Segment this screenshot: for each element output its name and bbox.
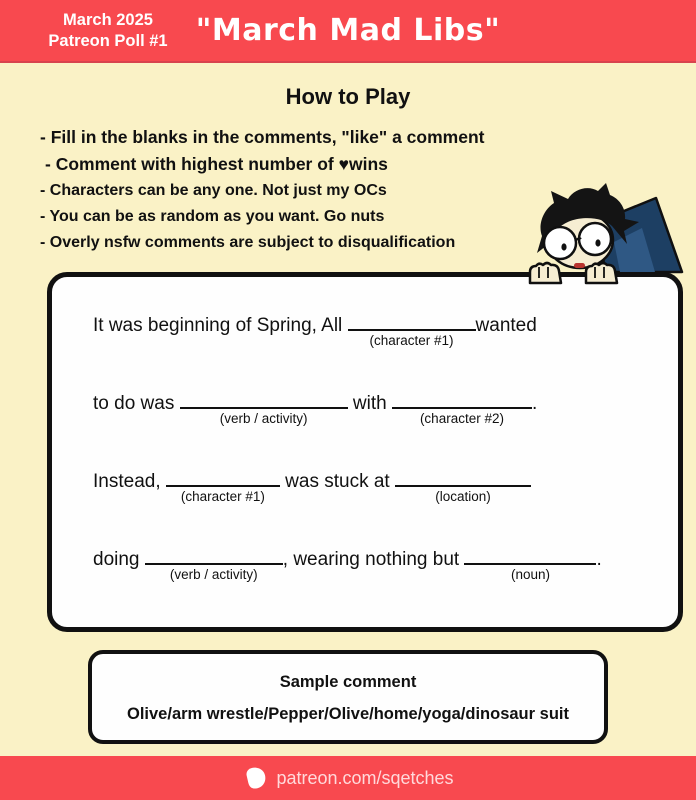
mascot-mouth	[574, 263, 585, 268]
rule-item-4: - You can be as random as you want. Go nuts	[40, 208, 385, 225]
madlib-text: with	[347, 393, 392, 414]
mascot-eye-right	[595, 239, 600, 246]
madlib-text: .	[596, 549, 602, 570]
madlib-line-1	[93, 315, 678, 359]
glasses-right-lens	[579, 223, 611, 255]
madlib-text: .	[531, 393, 538, 414]
madlib-blank-character-1b	[166, 472, 280, 504]
footer-banner	[0, 756, 696, 800]
rule-item-5: - Overly nsfw comments are subject to disqualification	[40, 234, 456, 251]
sample-comment-text: Olive/arm wrestle/Pepper/Olive/home/yoga/dinosaur suit	[127, 705, 569, 723]
glasses-left-lens	[544, 227, 576, 259]
madlib-blank-character-1	[348, 316, 476, 348]
page-title: "March Mad Libs"	[195, 13, 501, 48]
madlib-blank-verb-activity-2	[145, 550, 283, 582]
sample-comment-card	[88, 650, 608, 744]
madlib-line-3	[93, 471, 678, 515]
rule-item-2: - Comment with highest number of ♥wins	[45, 154, 388, 174]
madlib-text: doing	[93, 549, 145, 570]
mascot-eye-left	[561, 243, 566, 250]
madlib-text: It was beginning of Spring, All	[93, 315, 348, 336]
how-to-play-heading: How to Play	[285, 84, 411, 109]
rules-list	[40, 124, 580, 256]
blank-label: (location)	[435, 489, 491, 504]
blank-label: (character #1)	[369, 333, 454, 348]
madlib-blank-noun	[464, 550, 596, 582]
madlib-line-4	[93, 549, 678, 593]
madlib-card	[47, 272, 683, 632]
patreon-url: patreon.com/sqetches	[276, 767, 454, 788]
header-banner	[0, 0, 696, 63]
poll-number: Patreon Poll #1	[48, 32, 168, 50]
madlib-blank-location	[395, 472, 531, 504]
madlib-blank-character-2	[392, 394, 532, 426]
mascot-hand-right	[586, 263, 617, 283]
madlib-text: to do was	[93, 393, 180, 414]
poll-date: March 2025	[63, 11, 153, 29]
madlib-text: was stuck at	[279, 471, 395, 492]
mascot-character-illustration	[508, 182, 684, 288]
madlib-blank-verb-activity-1	[180, 394, 348, 426]
madlib-text: wanted	[475, 315, 537, 336]
blank-label: (character #2)	[419, 411, 504, 426]
rule-item-1: - Fill in the blanks in the comments, "like" a comment	[40, 127, 485, 147]
madlib-text: Instead,	[93, 471, 166, 492]
blank-label: (verb / activity)	[169, 567, 258, 582]
patreon-logo-icon	[242, 766, 267, 791]
blank-label: (character #1)	[180, 489, 265, 504]
mascot-hand-left	[530, 263, 561, 283]
sample-comment-heading: Sample comment	[279, 673, 417, 691]
madlib-line-2	[93, 393, 678, 437]
madlib-text: , wearing nothing but	[282, 549, 465, 570]
blank-label: (verb / activity)	[219, 411, 308, 426]
blank-label: (noun)	[510, 567, 550, 582]
rule-item-3: - Characters can be any one. Not just my OCs	[40, 182, 387, 199]
